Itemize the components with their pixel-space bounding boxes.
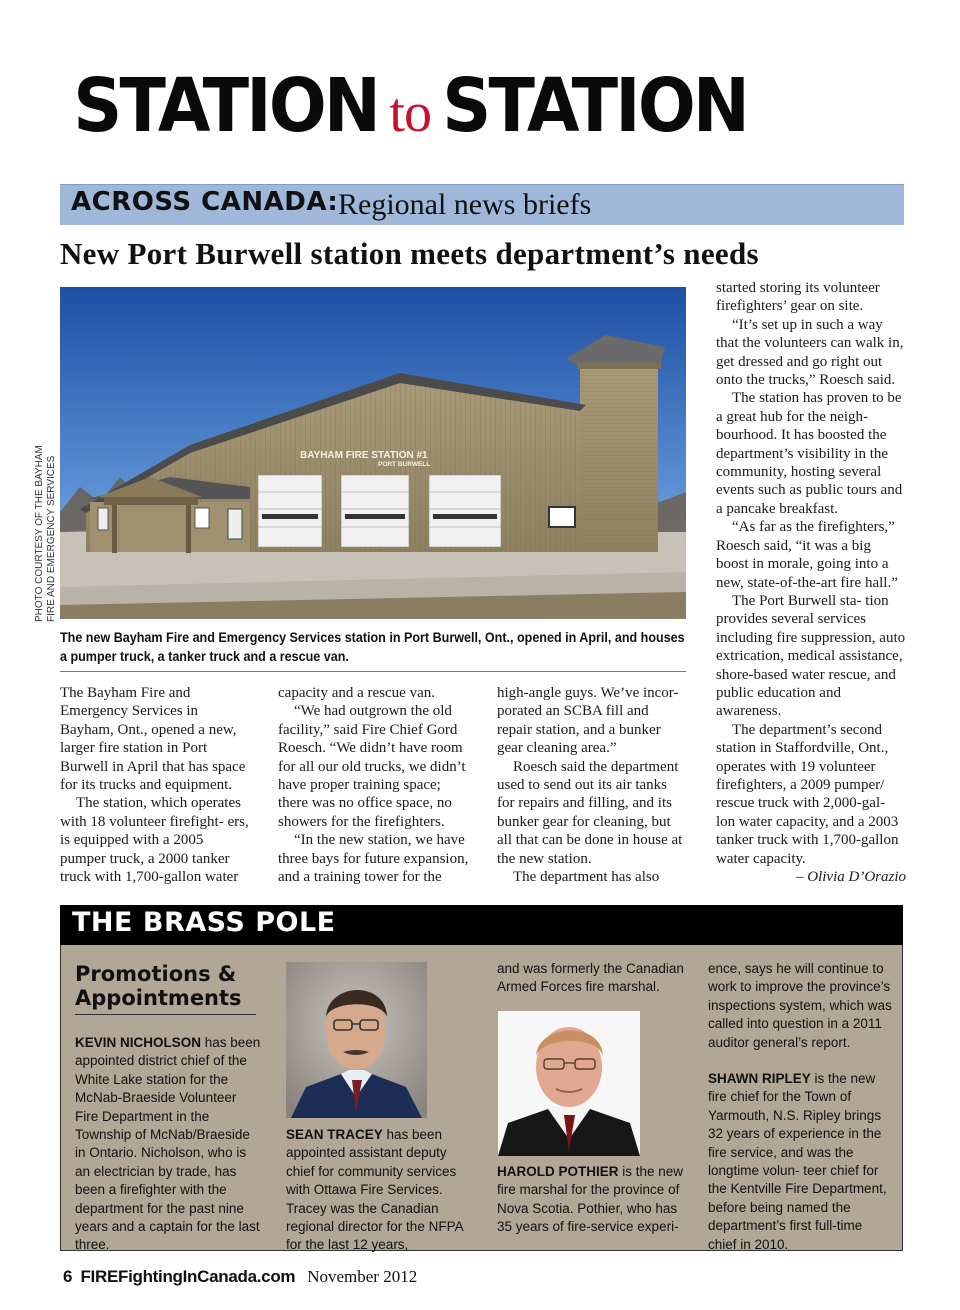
person-bio: has been appointed assistant deputy chief for community services with Ottawa Fire Services. Tracey was the Canadian regional director for the NFPA for the last 12 years, xyxy=(286,1127,463,1253)
masthead-station-2: STATION xyxy=(442,63,748,149)
paragraph: “In the new station, we have three bays for future expansion, and a training tower for the xyxy=(278,832,469,886)
section-bar xyxy=(60,184,904,225)
section-title: ACROSS CANADA: xyxy=(71,187,339,217)
paragraph: The department has also xyxy=(513,869,660,886)
caption-divider xyxy=(60,671,686,672)
portrait-sean-tracey xyxy=(286,962,427,1118)
page-number: 6 xyxy=(63,1267,73,1286)
photo-credit-line-1: PHOTO COURTESY OF THE BAYHAM xyxy=(34,445,45,622)
person-bio: has been appointed district chief of the White Lake station for the McNab-Braeside Volunteer Fire Department in the Township of McNab/Braeside in Ontario. Nicholson, who is an electrician by trade, has been a firefighter with the department for the past nine years and a captain for the last three. xyxy=(75,1035,261,1253)
brass-pole-column-1 xyxy=(75,1034,261,1255)
brass-pole-column-3-top xyxy=(497,960,687,997)
promotions-title-line-2: Appointments xyxy=(75,986,242,1010)
paragraph: “We had outgrown the old facility,” said Fire Chief Gord Roesch. “We didn’t have room for all our old trucks, we didn’t have proper training space; there was no office space, no showers for the firefighters. xyxy=(278,703,466,830)
photo-caption: The new Bayham Fire and Emergency Services station in Port Burwell, Ont., opened in April, and houses a pumper truck, a tanker truck and a rescue van. xyxy=(60,630,685,664)
brass-pole-header xyxy=(60,905,903,945)
station-sign: BAYHAM FIRE STATION #1 xyxy=(300,450,428,461)
masthead xyxy=(60,63,760,149)
person-bio: ence, says he will continue to work to improve the province’s inspections system, which was called into question in a 2011 auditor general’s report. xyxy=(708,961,892,1050)
paragraph: The Bayham Fire and Emergency Services in Bayham, Ont., opened a new, larger fire station in Port Burwell in April that has space for its trucks and equipment. xyxy=(60,685,246,794)
article-column-1 xyxy=(60,684,250,886)
promotions-title-line-1: Promotions & xyxy=(75,962,237,986)
person-name: SHAWN RIPLEY xyxy=(708,1071,811,1087)
site-name: FIREFightingInCanada.com xyxy=(80,1267,296,1286)
paragraph: high-angle guys. We’ve incor- porated an SCBA fill and repair station, and a bunker gear cleaning area.” xyxy=(497,685,679,757)
article-headline: New Port Burwell station meets department’s needs xyxy=(60,236,759,271)
brass-pole-title: THE BRASS POLE xyxy=(72,907,336,938)
paragraph: capacity and a rescue van. xyxy=(278,685,435,701)
portrait-harold-pothier xyxy=(498,1011,640,1156)
paragraph: The department’s second station in Staffordville, Ont., operates with 19 volunteer firefighters, a 2009 pumper/ rescue truck with 2,000-gal- lon water capacity, and a 2003 tanker truck with 1,700-gallon water capacity. xyxy=(716,721,899,867)
promotions-divider xyxy=(75,1014,256,1015)
person-bio: is the new fire chief for the Town of Yarmouth, N.S. Ripley brings 32 years of experience in the fire service, and was the longtime volun- teer chief for the Kentville Fire Department, before being named the department’s first full-time chief in 2010. xyxy=(708,1071,887,1252)
paragraph: The station has proven to be a great hub for the neigh- bourhood. It has boosted the department’s visibility in the community, hosting several events such as public tours and a pancake breakfast. xyxy=(716,390,903,517)
person-name: HAROLD POTHIER xyxy=(497,1164,619,1179)
article-column-3 xyxy=(497,684,687,886)
page-footer xyxy=(63,1267,417,1287)
paragraph: “It’s set up in such a way that the volunteers can walk in, get dressed and go right out onto the trucks,” Roesch said. xyxy=(716,316,904,389)
author-signature: – Olivia D’Orazio xyxy=(796,869,906,885)
brass-pole-column-3 xyxy=(497,1163,689,1237)
paragraph: started storing its volunteer firefighters’ gear on site. xyxy=(716,280,880,315)
station-sign-sub: PORT BURWELL xyxy=(378,461,431,468)
person-name: KEVIN NICHOLSON xyxy=(75,1035,202,1050)
person-bio: and was formerly the Canadian Armed Forces fire marshal. xyxy=(497,961,684,995)
paragraph: The Port Burwell sta- tion provides several services including fire suppression, auto extrication, medical assistance, shore-based water rescue, and public education and awareness. xyxy=(716,592,906,720)
brass-pole-column-2 xyxy=(286,1126,476,1255)
paragraph: The station, which operates with 18 volunteer firefight- ers, is equipped with a 2005 pumper truck, a 2000 tanker truck with 1,700-gallon water xyxy=(60,795,249,886)
paragraph: “As far as the firefighters,” Roesch said, “it was a big boost in morale, going into a new, state-of-the-art fire hall.” xyxy=(716,519,898,591)
fire-station-photo xyxy=(60,287,686,619)
person-name: SEAN TRACEY xyxy=(286,1127,383,1142)
article-column-2 xyxy=(278,684,470,886)
masthead-to: to xyxy=(389,82,431,144)
brass-pole-column-4 xyxy=(708,960,894,1254)
section-subtitle: Regional news briefs xyxy=(338,188,592,221)
issue-date: November 2012 xyxy=(307,1267,418,1286)
promotions-title xyxy=(75,962,242,1010)
paragraph: Roesch said the department used to send out its air tanks for repairs and filling, and its bunker gear for cleaning, but all that can be done in house at the new station. xyxy=(497,758,683,867)
masthead-station-1: STATION xyxy=(73,63,379,149)
person-bio: is the new fire marshal for the province of Nova Scotia. Pothier, who has 35 years of fire-service experi- xyxy=(497,1164,684,1235)
photo-credit-line-2: FIRE AND EMERGENCY SERVICES xyxy=(46,455,57,622)
article-column-4 xyxy=(716,279,906,886)
